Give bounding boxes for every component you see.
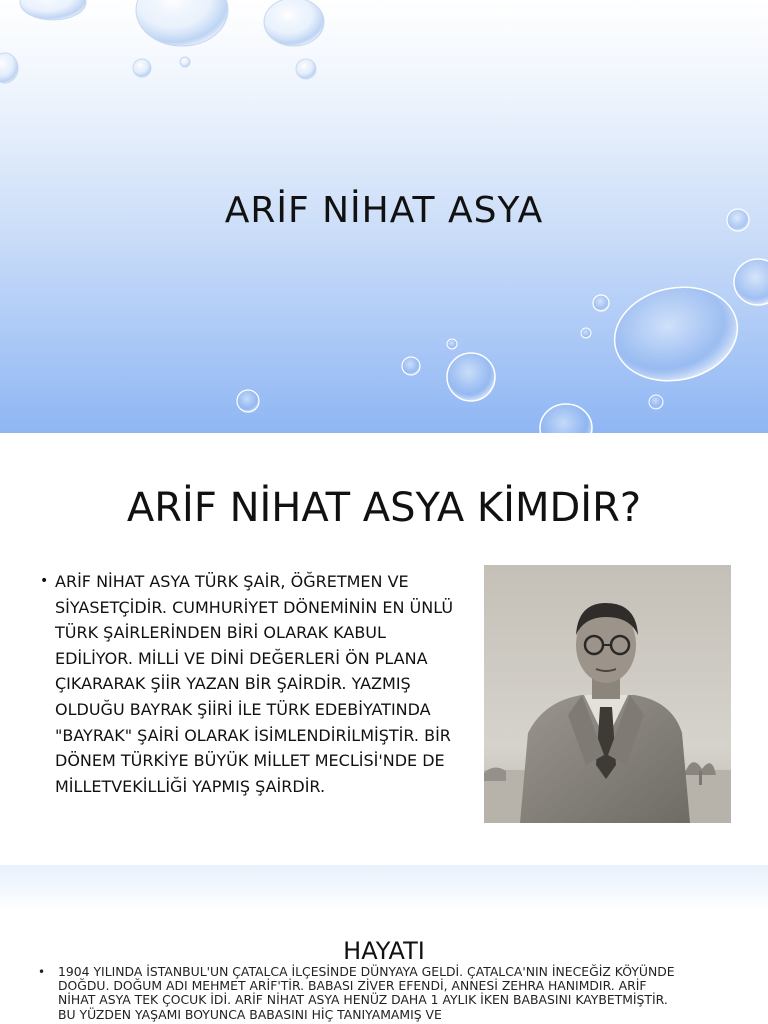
water-drop (540, 404, 592, 433)
water-drop (237, 390, 259, 412)
water-drop (593, 295, 609, 311)
water-drop (136, 0, 228, 46)
water-drop (180, 57, 190, 67)
slide-title: HAYATI (343, 937, 425, 965)
bullet-marker: • (40, 573, 49, 589)
water-drop (20, 0, 86, 20)
bullet-list (38, 965, 678, 1022)
title-slide (0, 0, 768, 433)
water-drop (133, 59, 151, 77)
water-drop (734, 259, 768, 305)
water-drop (402, 357, 420, 375)
water-drop (581, 328, 591, 338)
water-drop (296, 59, 316, 79)
water-drop (649, 395, 663, 409)
bullet-list (40, 569, 460, 799)
bullet-marker: • (38, 965, 46, 979)
water-drop (447, 353, 495, 401)
bullet-text: ARİF NİHAT ASYA TÜRK ŞAİR, ÖĞRETMEN VE SİYASETÇİDİR. CUMHURİYET DÖNEMİNİN EN ÜNLÜ TÜRK ŞAİRLERİNDEN BİRİ OLARAK KABUL EDİLİYOR. MİLLİ VE DİNİ DEĞERLERİ ÖN PLANA ÇIKARARAK ŞİİR YAZAN BİR ŞAİRDİR. YAZMIŞ OLDUĞU BAYRAK ŞİİRİ İLE TÜRK EDEBİYATINDA "BAYRAK" ŞAİRİ OLARAK İSİMLENDİRİLMİŞTİR. BİR DÖNEM TÜRKİYE BÜYÜK MİLLET MECLİSİ'NDE DE MİLLETVEKİLLİĞİ YAPMIŞ ŞAİRDİR. (55, 572, 454, 796)
water-drop (606, 276, 746, 392)
water-drop (0, 53, 18, 83)
portrait-photo (484, 565, 731, 823)
water-drop (447, 339, 457, 349)
water-drop (264, 0, 324, 46)
slide-title: ARİF NİHAT ASYA (224, 190, 544, 231)
content-slide-life (0, 865, 768, 1024)
bullet-text: 1904 YILINDA İSTANBUL'UN ÇATALCA İLÇESİNDE DÜNYAYA GELDİ. ÇATALCA'NIN İNECEĞİZ KÖYÜNDE DOĞDU. DOĞUM ADI MEHMET ARİF'TİR. BABASI ZİVER EFENDİ, ANNESİ ZEHRA HANIMDIR. ARİF NİHAT ASYA TEK ÇOCUK İDİ. ARİF NİHAT ASYA HENÜZ DAHA 1 AYLIK İKEN BABASINI KAYBETMİŞTİR. BU YÜZDEN YAŞAMI BOYUNCA BABASINI HİÇ TANIYAMAMIŞ VE (58, 964, 675, 1022)
content-slide (0, 433, 768, 865)
slide-title: ARİF NİHAT ASYA KİMDİR? (126, 485, 642, 531)
